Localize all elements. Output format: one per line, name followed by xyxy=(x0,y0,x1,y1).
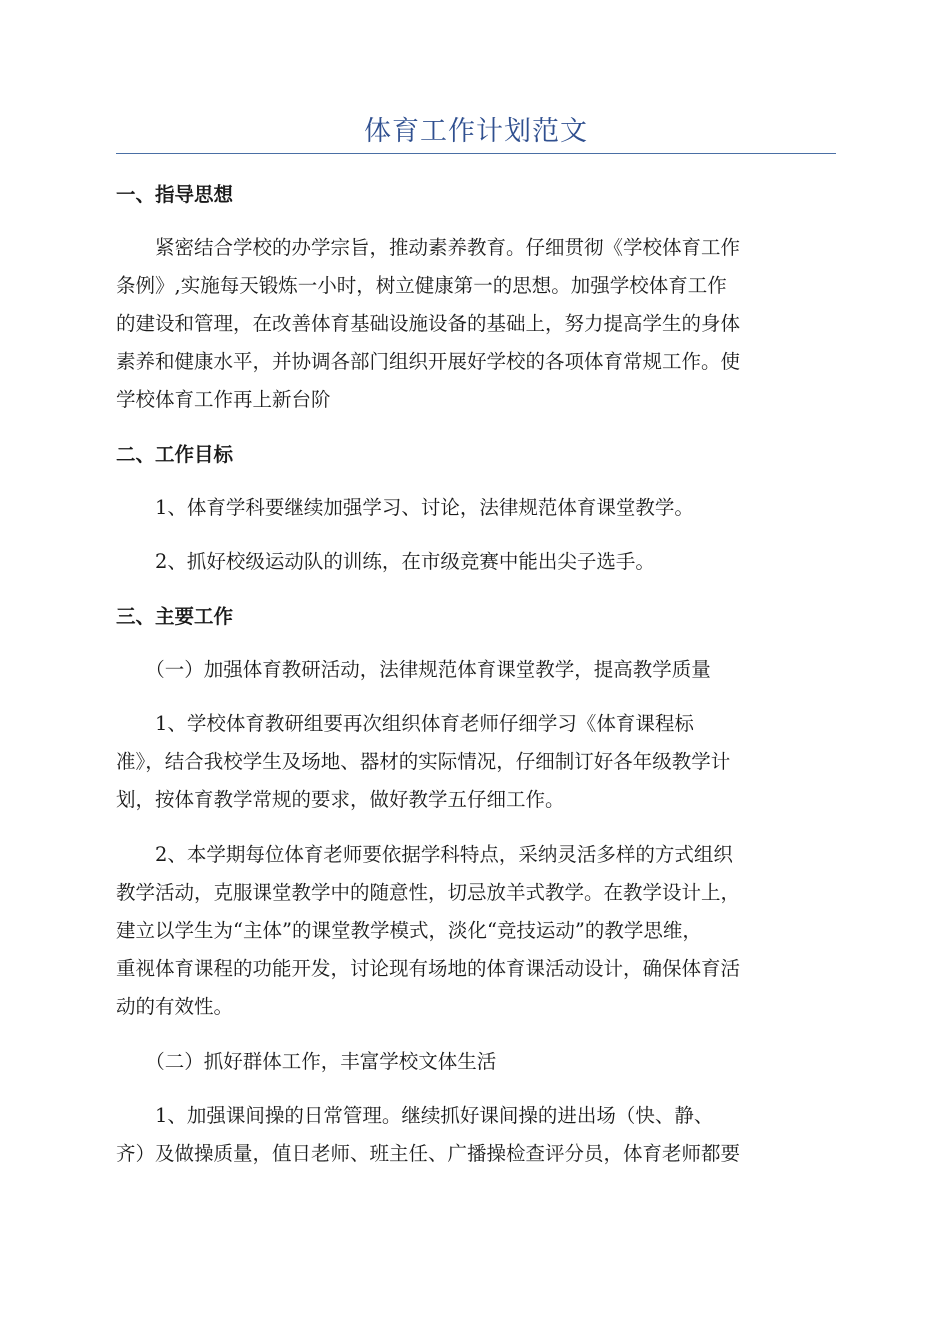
text-line: 1、加强课间操的日常管理。继续抓好课间操的进出场（快、静、 xyxy=(116,1104,714,1127)
section-heading-guiding-ideology: 一、指导思想 xyxy=(116,183,234,206)
paragraph-work-3 xyxy=(116,1097,830,1173)
text-line: 建立以学生为“主体”的课堂教学模式，淡化“竞技运动”的教学思维， xyxy=(116,919,702,942)
paragraph-work-1 xyxy=(116,705,830,819)
text-line: 2、抓好校级运动队的训练，在市级竞赛中能出尖子选手。 xyxy=(116,550,655,573)
text-line: 齐）及做操质量，值日老师、班主任、广播操检查评分员，体育老师都要 xyxy=(116,1142,741,1165)
text-line: 紧密结合学校的办学宗旨，推动素养教育。仔细贯彻《学校体育工作 xyxy=(116,236,741,259)
paragraph-subheading-2 xyxy=(116,1043,830,1081)
text-line: 重视体育课程的功能开发，讨论现有场地的体育课活动设计，确保体育活 xyxy=(116,957,741,980)
paragraph-subheading-1 xyxy=(116,651,830,689)
text-line: 动的有效性。 xyxy=(116,995,234,1018)
text-line: （二）抓好群体工作，丰富学校文体生活 xyxy=(116,1050,497,1073)
text-line: 条例》,实施每天锻炼一小时，树立健康第一的思想。加强学校体育工作 xyxy=(116,274,727,297)
text-line: 的建设和管理，在改善体育基础设施设备的基础上，努力提高学生的身体 xyxy=(116,312,741,335)
text-line: 1、学校体育教研组要再次组织体育老师仔细学习《体育课程标 xyxy=(116,712,694,735)
text-line: 1、体育学科要继续加强学习、讨论，法律规范体育课堂教学。 xyxy=(116,496,694,519)
document-title: 体育工作计划范文 xyxy=(364,116,588,147)
paragraph-goal-1 xyxy=(116,489,830,527)
text-line: 准》，结合我校学生及场地、器材的实际情况，仔细制订好各年级教学计 xyxy=(116,750,731,773)
text-line: （一）加强体育教研活动，法律规范体育课堂教学，提高教学质量 xyxy=(116,658,711,681)
paragraph-goal-2 xyxy=(116,543,830,581)
title-underline xyxy=(116,153,836,154)
text-line: 素养和健康水平，并协调各部门组织开展好学校的各项体育常规工作。使 xyxy=(116,350,741,373)
section-heading-main-work: 三、主要工作 xyxy=(116,605,234,628)
paragraph-work-2 xyxy=(116,836,830,1026)
text-line: 划，按体育教学常规的要求，做好教学五仔细工作。 xyxy=(116,788,565,811)
section-heading-work-goals: 二、工作目标 xyxy=(116,443,234,466)
paragraph-guiding-ideology xyxy=(116,229,830,419)
text-line: 2、本学期每位体育老师要依据学科特点，采纳灵活多样的方式组织 xyxy=(116,843,733,866)
text-line: 教学活动，克服课堂教学中的随意性，切忌放羊式教学。在教学设计上， xyxy=(116,881,741,904)
text-line: 学校体育工作再上新台阶 xyxy=(116,388,331,411)
